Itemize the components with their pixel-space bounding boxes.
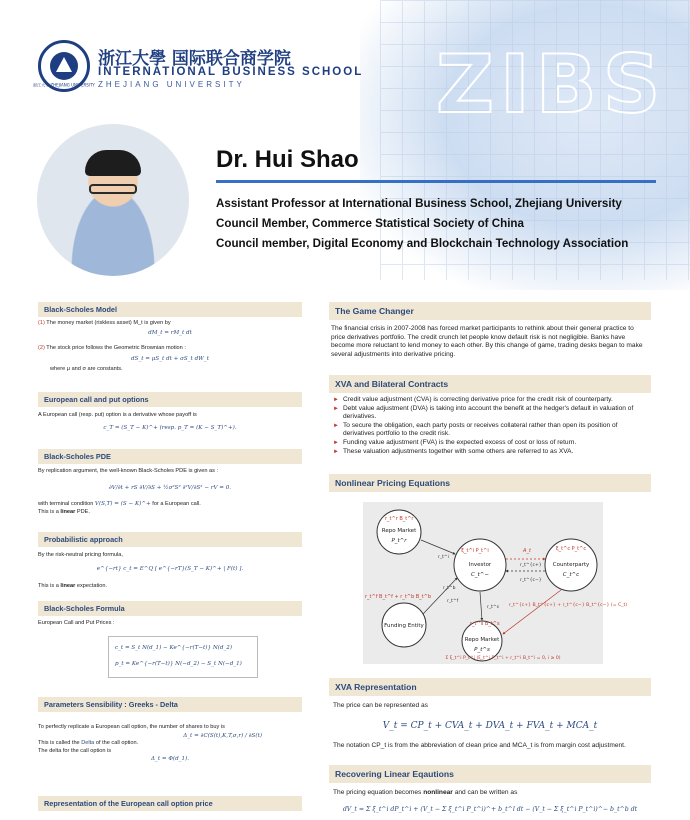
repo-bottom-label: Repo Market bbox=[464, 637, 500, 643]
panel-text: By replication argument, the well-known Black-Scholes PDE is given as : bbox=[38, 468, 219, 474]
panel-title: Recovering Linear Eqautions bbox=[329, 765, 651, 783]
edge-label: r_t^s bbox=[487, 605, 499, 610]
formula-box bbox=[108, 636, 258, 678]
panel-title: The Game Changer bbox=[329, 302, 651, 320]
list-item bbox=[333, 422, 647, 439]
panel-xva-contracts bbox=[329, 375, 651, 456]
university-name: ZHEJIANG UNIVERSITY bbox=[98, 80, 245, 89]
panel-game-changer bbox=[329, 302, 651, 359]
panel-text: European Call and Put Prices : bbox=[38, 620, 115, 626]
title-line-1: Assistant Professor at International Business School, Zhejiang University bbox=[216, 197, 622, 210]
collateral-rate-label: r_t^{c+} B_t^{c+} + r_t^{c−} B_t^{c−} (= C_t) bbox=[509, 603, 628, 608]
panel-probabilistic bbox=[38, 532, 302, 591]
panel-title: Representation of the European call option price bbox=[38, 796, 302, 811]
condition-equation: V(S,T) = (S − K)^+ bbox=[94, 501, 151, 508]
equation: c_T = (S_T − K)^+ (resp. p_T = (K − S_T)^+). bbox=[103, 424, 237, 431]
photo-hair bbox=[85, 150, 141, 176]
list-item bbox=[333, 439, 647, 448]
delta-text: This is called the bbox=[38, 740, 80, 747]
edge-label: r_t^{c+} bbox=[520, 563, 542, 568]
list-item bbox=[333, 405, 647, 422]
panel-title: Parameters Sensibility : Greeks - Delta bbox=[38, 697, 302, 712]
repo-top-symbol: P_t^r bbox=[391, 538, 407, 544]
bullet-arrow-icon: ► bbox=[333, 405, 339, 412]
title-line-3: Council member, Digital Economy and Blockchain Technology Association bbox=[216, 237, 629, 250]
condition-text: for a European call. bbox=[152, 501, 201, 508]
funding-label: Funding Entity bbox=[384, 623, 424, 629]
bullet-text: These valuation adjustments together with some others are referred to as XVA. bbox=[342, 447, 574, 455]
panel-title: XVA and Bilateral Contracts bbox=[329, 375, 651, 393]
panel-european-options bbox=[38, 392, 302, 432]
edge-label: r_t^i bbox=[438, 555, 449, 560]
item-number: (1) bbox=[38, 320, 45, 326]
linear-emphasis: linear bbox=[60, 508, 76, 515]
condition-text: with terminal condition bbox=[38, 501, 94, 508]
panel-xva-representation bbox=[329, 678, 651, 750]
photo-glasses bbox=[89, 184, 137, 194]
list-item bbox=[333, 448, 647, 457]
counterparty-label: Counterparty bbox=[552, 562, 590, 568]
equation: dM_t = rM_t dt bbox=[148, 329, 192, 336]
bullet-text: Funding value adjustment (FVA) is the expected excess of cost or loss of return. bbox=[342, 438, 577, 446]
bullet-text: To secure the obligation, each party posts or receives collateral rather than open its position of derivatives portfolio to the credit risk. bbox=[342, 421, 618, 438]
equation: dS_t = μS_t dt + σS_t dW_t bbox=[131, 355, 209, 362]
panel-text: and can be written as bbox=[454, 789, 518, 796]
equation: ∂V/∂t + rS ∂V/∂S + ½σ²S² ∂²V/∂S² − rV = 0. bbox=[108, 484, 232, 491]
panel-note: The notation CP_t is from the abbreviation of clean price and MCA_t is from margin cost adjustment. bbox=[333, 741, 626, 749]
edge-repo-investor bbox=[421, 540, 455, 554]
panel-bs-model bbox=[38, 302, 302, 374]
item-text: The money market (riskless asset) M_t is given by bbox=[46, 320, 171, 326]
collateral-adjustment-label: A_t bbox=[523, 548, 531, 554]
pricing-equation: dV_t = Σ ξ_t^i dP_t^i + (V_t − Σ ξ_t^i P_t^i)^+ b_t^l dt − (V_t − Σ ξ_t^i P_t^i)^− b_t^b dt bbox=[342, 805, 638, 813]
panel-text: The financial crisis in 2007-2008 has forced market participants to rethink about their general practice to price derivatives portfolio. The credit crunch let people know default risk is not negligible. Banks have become more reluctant to lend money to each other. By this change of game, trading desks began to make several adjustments into derivative pricing. bbox=[331, 325, 643, 358]
repo-top-rate-label: r_t^r B_t^r bbox=[385, 516, 414, 522]
panel-text: A European call (resp. put) option is a derivative whose payoff is bbox=[38, 412, 197, 418]
repo-bottom-rate-label: r_t^s B_t^s bbox=[470, 621, 500, 627]
repo-top-label: Repo Market bbox=[381, 528, 417, 534]
page-title: Dr. Hui Shao bbox=[216, 146, 359, 173]
call-price-equation: c_t = S_t N(d_1) − Ke^{−r(T−t)} N(d_2) bbox=[115, 644, 233, 651]
bullet-arrow-icon: ► bbox=[333, 448, 339, 455]
investor-symbol: C_t^− bbox=[471, 572, 489, 578]
list-item bbox=[333, 396, 647, 405]
delta-link[interactable]: Delta bbox=[81, 740, 95, 747]
university-seal-logo bbox=[33, 40, 95, 92]
nonlinear-emphasis: nonlinear bbox=[423, 789, 453, 796]
equation: Δ_t = ∂C(S(t),K,T,σ,r) / ∂S(t) bbox=[183, 732, 262, 739]
xva-diagram bbox=[363, 502, 628, 664]
panel-text: The delta for the call option is bbox=[38, 747, 112, 754]
bullet-text: Debt value adjustment (DVA) is taking into account the benefit at the hedger's default in valuation of derivatives. bbox=[342, 404, 634, 421]
edge-label: r_t^f bbox=[447, 599, 459, 604]
put-price-equation: p_t = Ke^{−r(T−t)} N(−d_2) − S_t N(−d_1) bbox=[115, 661, 242, 668]
panel-title: XVA Representation bbox=[329, 678, 651, 696]
xva-bullet-list bbox=[329, 396, 651, 456]
investor-position-label: ξ_t^i P_t^i bbox=[461, 548, 489, 554]
school-name-english: INTERNATIONAL BUSINESS SCHOOL bbox=[98, 66, 364, 78]
panel-title: Black-Scholes PDE bbox=[38, 449, 302, 464]
funding-rate-label: r_t^f B_t^f + r_t^b B_t^b bbox=[365, 594, 431, 600]
profile-photo bbox=[37, 124, 189, 276]
panel-title: Black-Scholes Model bbox=[38, 302, 302, 317]
title-divider bbox=[216, 180, 656, 183]
school-name-chinese: 浙江大學 国际联合商学院 bbox=[98, 49, 291, 69]
repo-bottom-symbol: P_t^s bbox=[474, 647, 490, 653]
edge-label: r_t^{c−} bbox=[520, 578, 542, 583]
note-text: where μ and σ are constants. bbox=[50, 366, 123, 373]
panel-title: Nonlinear Pricing Equations bbox=[329, 474, 651, 492]
panel-text: The pricing equation becomes bbox=[333, 789, 422, 796]
item-text: The stock price follows the Geometric Brownian motion : bbox=[46, 345, 186, 352]
item-number: (2) bbox=[38, 345, 45, 352]
equation: Δ_t = Φ(d_1). bbox=[151, 756, 189, 763]
linear-text: This is a bbox=[38, 508, 59, 515]
panel-bs-formula bbox=[38, 601, 302, 678]
bullet-arrow-icon: ► bbox=[333, 422, 339, 429]
title-line-2: Council Member, Commerce Statistical Society of China bbox=[216, 217, 524, 230]
xva-equation: V_t = CP_t + CVA_t + DVA_t + FVA_t + MCA_t bbox=[382, 720, 598, 731]
zibs-watermark: ZIBS bbox=[436, 38, 667, 131]
linear-text: expectation. bbox=[76, 583, 108, 590]
counterparty-position-label: ξ_t^c P_t^c bbox=[555, 546, 587, 552]
panel-title: Black-Scholes Formula bbox=[38, 601, 302, 616]
edge-label: r_t^b bbox=[443, 586, 456, 591]
equation: e^{−rt} c_t = E^Q [ e^{−rT}(S_T − K)^+ | F(t) ]. bbox=[96, 565, 244, 572]
xva-diagram-canvas bbox=[363, 502, 628, 664]
panel-recovering-linear bbox=[329, 765, 651, 813]
investor-label: Investor bbox=[468, 562, 492, 568]
linear-text: PDE. bbox=[76, 508, 90, 515]
edge-investor-repo-bottom bbox=[480, 592, 482, 620]
panel-title: European call and put options bbox=[38, 392, 302, 407]
panel-greeks-delta bbox=[38, 697, 302, 764]
linear-text: This is a bbox=[38, 583, 59, 590]
delta-text: of the call option. bbox=[95, 740, 139, 747]
counterparty-symbol: C_t^c bbox=[562, 572, 580, 578]
seal-caption: 浙江大学 ZHEJIANG UNIVERSITY bbox=[33, 82, 95, 88]
panel-nonlinear-pricing bbox=[329, 474, 651, 664]
panel-text: The price can be represented as bbox=[333, 702, 428, 709]
bullet-arrow-icon: ► bbox=[333, 397, 339, 403]
panel-text: By the risk-neutral pricing formula, bbox=[38, 552, 123, 558]
edge-counterparty-repo bbox=[503, 590, 561, 634]
repo-sum-label: Σ ξ_t^i P_t^i (ξ_t^i P_t^i + r_t^i B_t^i = 0, i ≥ 0) bbox=[445, 656, 561, 661]
panel-representation bbox=[38, 796, 302, 811]
bullet-arrow-icon: ► bbox=[333, 439, 339, 446]
bullet-text: Credit value adjustment (CVA) is correcting derivative price for the credit risk of counterparty. bbox=[342, 396, 613, 403]
panel-title: Probabilistic approach bbox=[38, 532, 302, 547]
seal-icon bbox=[33, 43, 95, 89]
panel-text: To perfectly replicate a European call option, the number of shares to buy is bbox=[38, 724, 225, 730]
linear-emphasis: linear bbox=[60, 583, 76, 590]
panel-bs-pde bbox=[38, 449, 302, 516]
